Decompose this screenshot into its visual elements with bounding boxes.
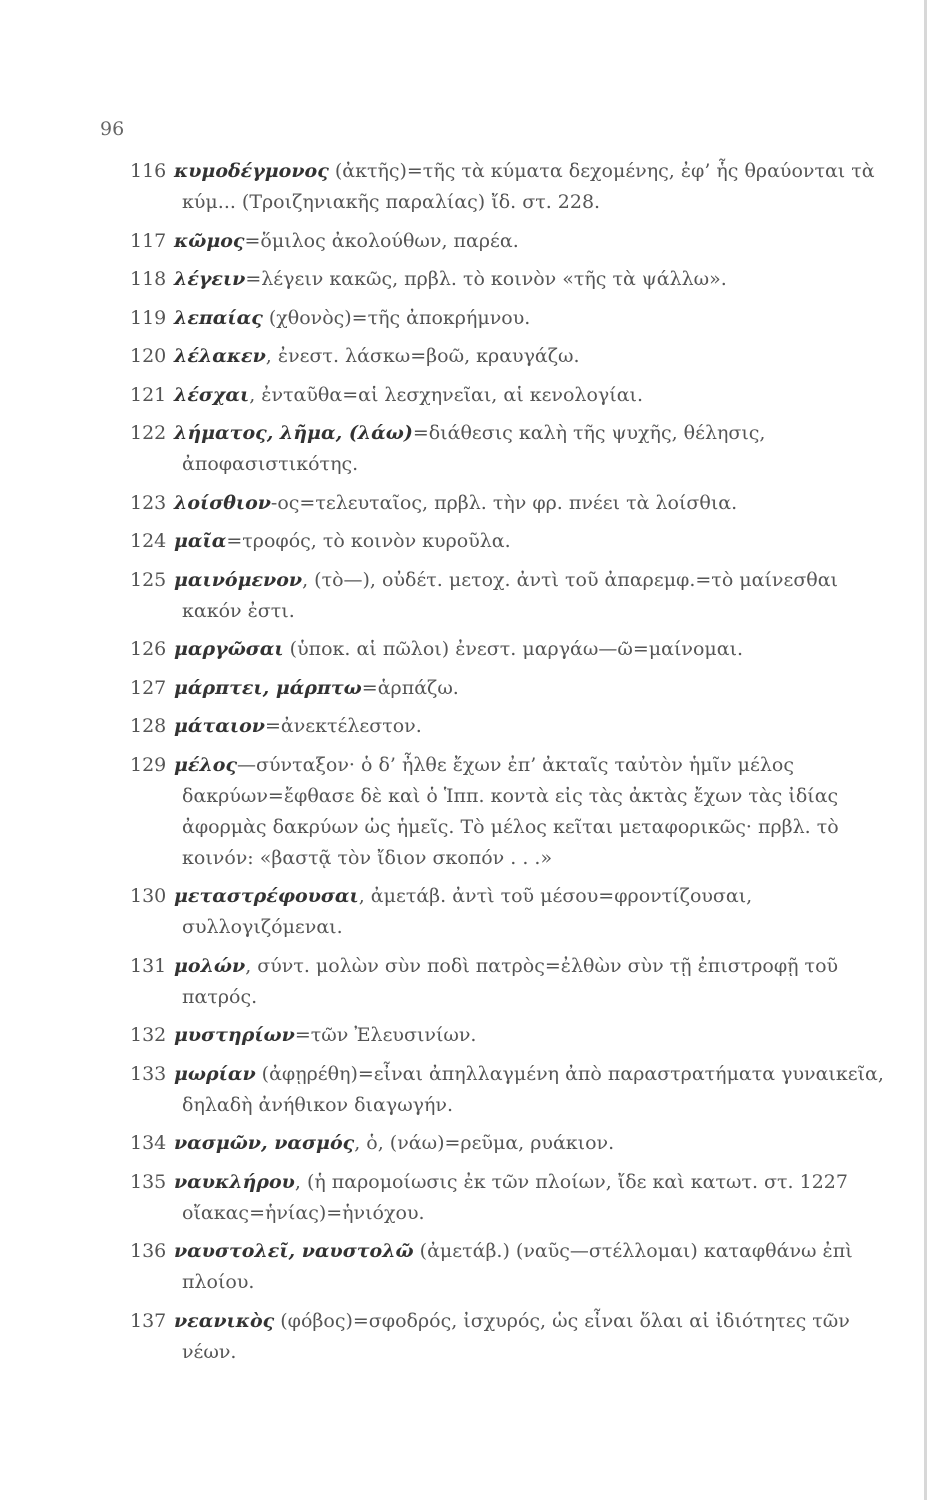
entry-number: 121	[130, 383, 167, 406]
glossary-entry	[130, 1128, 890, 1159]
entry-number: 135	[130, 1170, 167, 1193]
glossary-entry	[130, 526, 890, 557]
entry-gloss: , (τὸ—), οὐδέτ. μετοχ. ἀντὶ τοῦ ἀπαρεμφ.=τὸ μαίνεσθαι κακόν ἐστι.	[182, 568, 839, 622]
entry-lemma: λήματος, λῆμα, (λάω)	[174, 422, 413, 444]
entry-gloss: =διάθεσις καλὴ τῆς ψυχῆς, θέλησις, ἀποφασιστικότης.	[182, 422, 766, 475]
entry-number: 123	[130, 491, 167, 514]
entry-number: 122	[130, 422, 167, 444]
entry-lemma: μυστηρίων	[174, 1024, 295, 1046]
entry-gloss: , ἐνεστ. λάσκω=βοῶ, κραυγάζω.	[265, 345, 580, 367]
glossary-entry	[130, 881, 890, 943]
entry-lemma: μαργῶσαι	[174, 638, 284, 660]
glossary-entry	[130, 1020, 890, 1051]
entry-gloss: , ἐνταῦθα=αἱ λεσχηνεῖαι, αἱ κενολογίαι.	[249, 383, 644, 406]
entry-gloss: , σύντ. μολὼν σὺν ποδὶ πατρὸς=ἐλθὼν σὺν τῇ ἐπιστροφῇ τοῦ πατρός.	[182, 954, 839, 1008]
entry-number: 127	[130, 676, 167, 699]
entry-lemma: μωρίαν	[174, 1062, 256, 1085]
entry-gloss: -ος=τελευταῖος, πρβλ. τὴν φρ. πνέει τὰ λοίσθια.	[270, 491, 738, 514]
glossary-entry	[130, 226, 890, 257]
entry-lemma: λέγειν	[174, 268, 246, 290]
entry-lemma: ναυστολεῖ, ναυστολῶ	[174, 1240, 414, 1262]
entry-number: 126	[130, 638, 167, 660]
entry-gloss: , (ἡ παρομοίωσις ἐκ τῶν πλοίων, ἴδε καὶ κατωτ. στ. 1227 οἴακας=ἡνίας)=ἡνιόχου.	[182, 1170, 848, 1224]
entry-lemma: μάρπτει, μάρπτω	[174, 676, 362, 699]
entry-gloss: (φόβος)=σφοδρός, ἰσχυρός, ὡς εἶναι ὅλαι αἱ ἰδιότητες τῶν νέων.	[182, 1309, 850, 1363]
entry-number: 117	[130, 229, 167, 252]
entry-number: 130	[130, 885, 167, 907]
entry-gloss: =λέγειν κακῶς, πρβλ. τὸ κοινὸν «τῆς τὰ ψάλλω».	[245, 268, 727, 290]
entry-number: 137	[130, 1309, 167, 1332]
glossary-entry	[130, 341, 890, 372]
entry-gloss: =τροφός, τὸ κοινὸν κυροῦλα.	[226, 530, 511, 552]
entry-number: 120	[130, 345, 167, 367]
entry-gloss: =ἁρπάζω.	[361, 676, 459, 699]
entry-number: 133	[130, 1062, 167, 1085]
entry-gloss: , ὁ, (νάω)=ρεῦμα, ρυάκιον.	[354, 1132, 615, 1154]
entry-lemma: λεπαίας	[174, 306, 263, 329]
entry-number: 129	[130, 753, 167, 776]
entry-number: 128	[130, 715, 167, 737]
glossary-entry	[130, 750, 890, 874]
entry-number: 136	[130, 1240, 167, 1262]
glossary-entry	[130, 951, 890, 1013]
entry-gloss: (ἀφῃρέθη)=εἶναι ἀπηλλαγμένη ἀπὸ παραστρατήματα γυναικεῖα, δηλαδὴ ἀνήθικον διαγωγήν.	[182, 1062, 884, 1116]
entry-lemma: λοίσθιον	[174, 491, 271, 514]
glossary-entry	[130, 488, 890, 519]
entry-lemma: μαῖα	[174, 530, 227, 552]
entry-lemma: λέσχαι	[174, 383, 250, 406]
entry-number: 125	[130, 568, 167, 591]
entry-number: 119	[130, 306, 167, 329]
entry-gloss: (ἀκτῆς)=τῆς τὰ κύματα δεχομένης, ἐφ’ ἧς θραύονται τὰ κύμ... (Τροιζηνιακῆς παραλίας) ἴδ. στ. 228.	[182, 160, 875, 213]
entry-gloss: =ὅμιλος ἀκολούθων, παρέα.	[244, 229, 519, 252]
entry-number: 124	[130, 530, 167, 552]
glossary-entry	[130, 264, 890, 295]
entry-gloss: —σύνταξον· ὁ δ’ ἦλθε ἔχων ἐπ’ ἀκταῖς ταὐτὸν ἡμῖν μέλος δακρύων=ἔφθασε δὲ καὶ ὁ Ἱππ. κοντὰ εἰς τὰς ἀκτὰς ἔχων τὰς ἰδίας ἀφορμὰς δακρύων ὡς ἡμεῖς. Τὸ μέλος κεῖται μεταφορικῶς· πρβλ. τὸ κοινόν: «βαστᾷ τὸν ἴδιον σκοπόν . . .»	[182, 753, 839, 869]
glossary-entry	[130, 380, 890, 411]
entry-lemma: νασμῶν, νασμός	[174, 1132, 355, 1154]
entry-lemma: κῶμος	[174, 229, 245, 252]
glossary-entry	[130, 1236, 890, 1298]
page-number: 96	[100, 118, 125, 140]
entry-gloss: , ἀμετάβ. ἀντὶ τοῦ μέσου=φροντίζουσαι, συλλογιζόμεναι.	[182, 885, 753, 938]
entry-gloss: =ἀνεκτέλεστον.	[264, 715, 422, 737]
glossary-entry	[130, 303, 890, 334]
entry-gloss: =τῶν Ἐλευσινίων.	[294, 1024, 477, 1046]
entry-number: 132	[130, 1024, 167, 1046]
entry-lemma: ναυκλήρου	[174, 1170, 295, 1193]
entry-lemma: μεταστρέφουσαι	[174, 885, 359, 907]
entry-lemma: κυμοδέγμονος	[174, 160, 329, 182]
glossary-entry	[130, 673, 890, 704]
glossary-entry	[130, 418, 890, 480]
glossary-list	[130, 156, 890, 1375]
glossary-entry	[130, 156, 890, 218]
entry-number: 116	[130, 160, 167, 182]
entry-gloss: (ἀμετάβ.) (ναῦς—στέλλομαι) καταφθάνω ἐπὶ πλοίου.	[182, 1240, 853, 1293]
entry-gloss: (ὑποκ. αἱ πῶλοι) ἐνεστ. μαργάω—ῶ=μαίνομαι.	[283, 638, 744, 660]
entry-number: 118	[130, 268, 167, 290]
entry-lemma: λέλακεν	[174, 345, 266, 367]
entry-lemma: μολών	[174, 954, 246, 977]
entry-lemma: μάταιον	[174, 715, 265, 737]
entry-lemma: μέλος	[174, 753, 238, 776]
entry-lemma: μαινόμενον	[174, 568, 303, 591]
glossary-entry	[130, 565, 890, 627]
glossary-entry	[130, 1059, 890, 1121]
glossary-entry	[130, 1167, 890, 1229]
glossary-entry	[130, 634, 890, 665]
entry-number: 131	[130, 954, 167, 977]
glossary-entry	[130, 711, 890, 742]
glossary-entry	[130, 1306, 890, 1368]
entry-lemma: νεανικὸς	[174, 1309, 275, 1332]
entry-gloss: (χθονὸς)=τῆς ἀποκρήμνου.	[262, 306, 531, 329]
entry-number: 134	[130, 1132, 167, 1154]
